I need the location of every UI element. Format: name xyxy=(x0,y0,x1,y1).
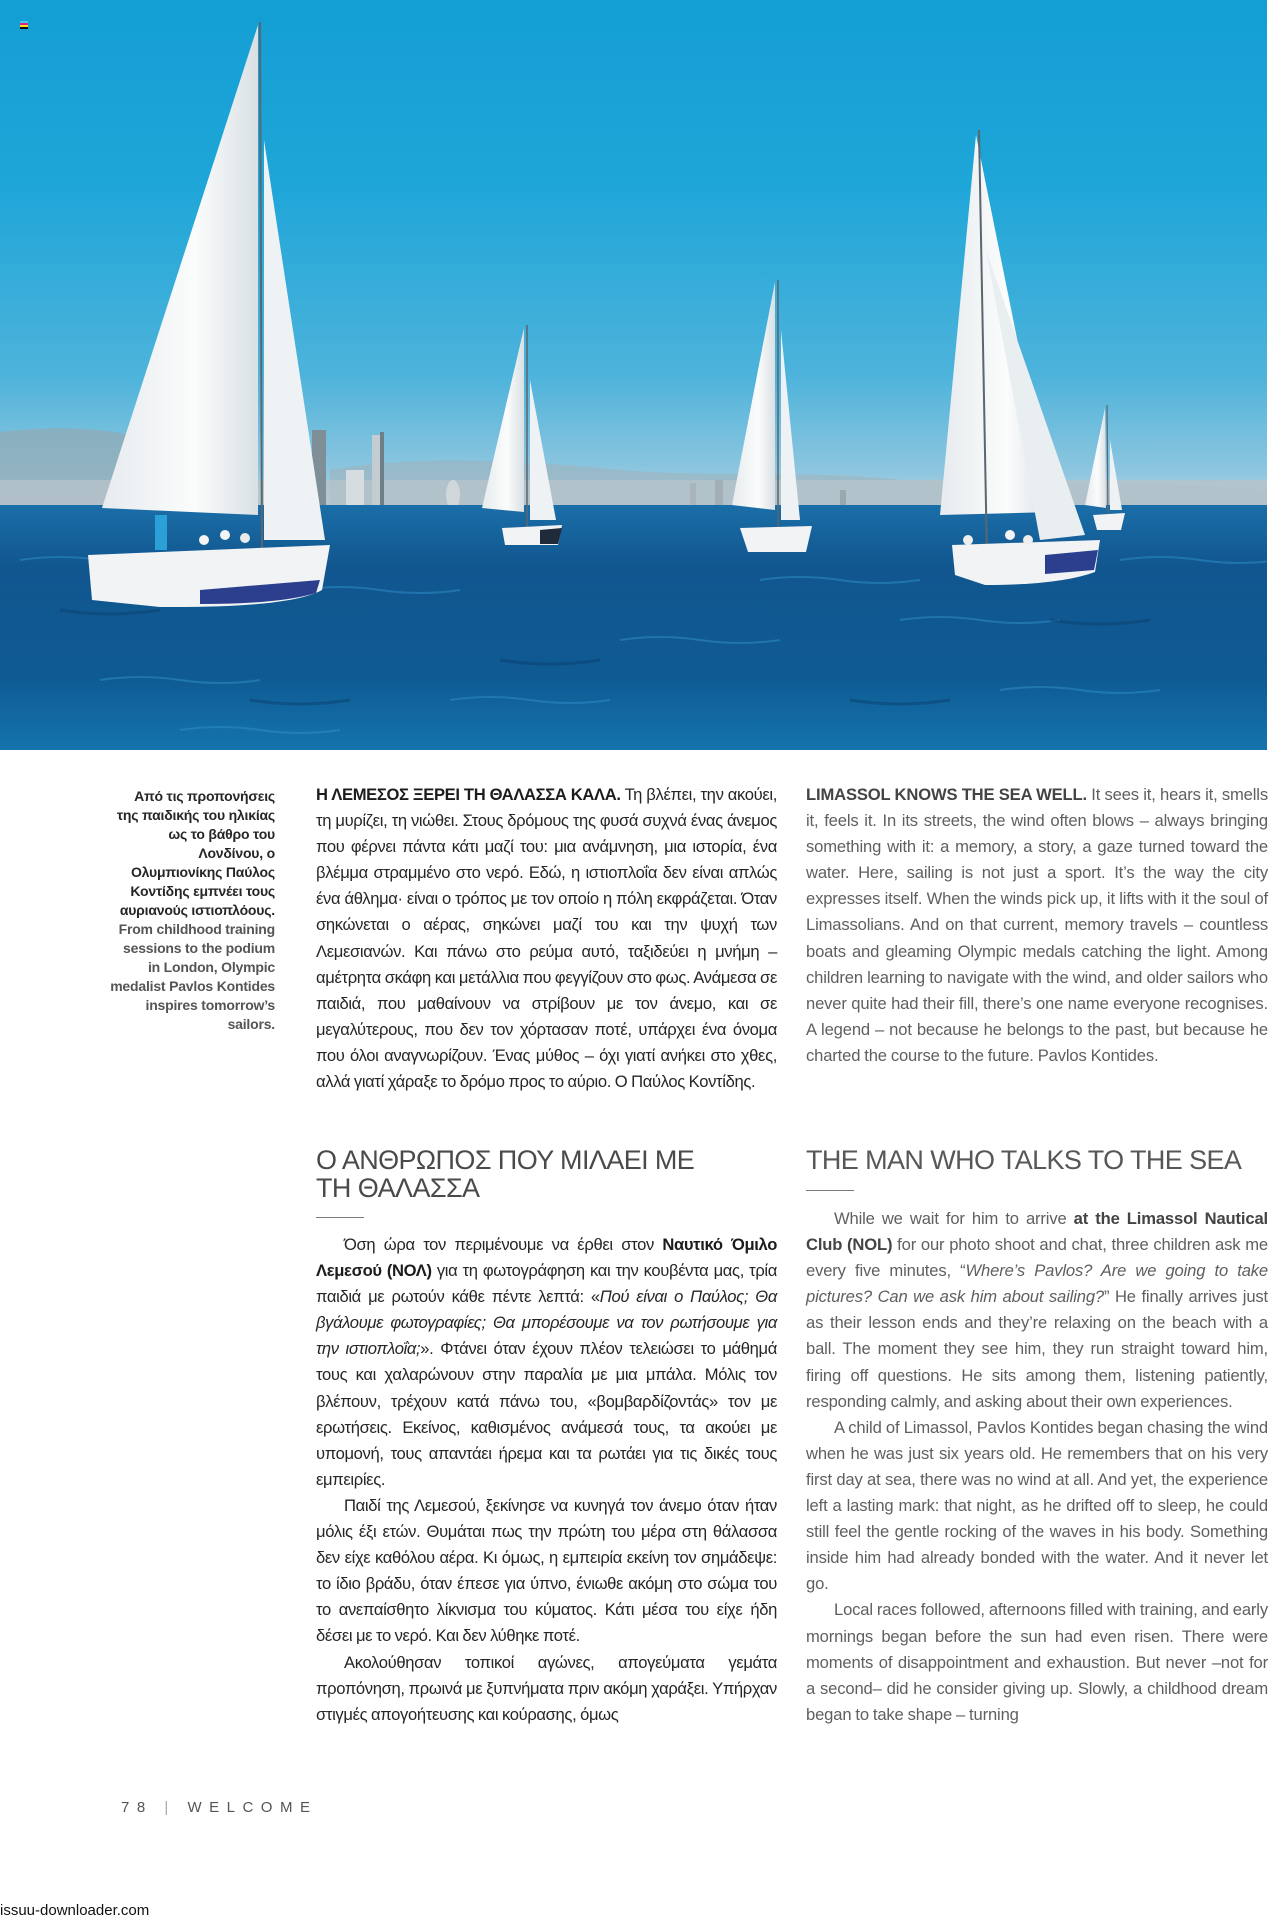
greek-heading-rule xyxy=(316,1217,364,1218)
hero-photo xyxy=(0,0,1267,750)
greek-paragraph-1 xyxy=(316,1232,777,1493)
greek-intro-paragraph xyxy=(316,782,777,1095)
english-paragraph-1 xyxy=(806,1206,1268,1415)
greek-paragraph-3: Ακολούθησαν τοπικοί αγώνες, απογεύματα γεμάτα προπόνηση, πρωινά με ξυπνήματα πριν ακόμη χαράξει. Υπήρχαν στιγμές απογοήτευσης και κούρασης, όμως xyxy=(316,1652,777,1724)
english-heading-rule xyxy=(806,1190,854,1191)
english-lead-in: LIMASSOL KNOWS THE SEA WELL. xyxy=(806,785,1087,804)
caption-english: From childhood training sessions to the podium in London, Olympic medalist Pavlos Kontides inspires tomorrow’s sailors. xyxy=(110,921,275,1032)
english-paragraph-3: Local races followed, afternoons filled with training, and early mornings began before the sun had even risen. There were moments of disappointment and exhaustion. But never –not for a second– did he consider giving up. Slowly, a childhood dream began to take shape – turning xyxy=(806,1600,1268,1724)
greek-children-quote: Πού είναι ο Παύλος; Θα βγάλουμε φωτογραφίες; Θα μπορέσουμε να τον ρωτήσουμε για την ιστιοπλοΐα; xyxy=(316,1287,777,1359)
text-run: για τη φωτογράφηση και την κουβέντα μας, τρία παιδιά με ρωτούν κάθε πέντε λεπτά: « xyxy=(316,1261,778,1307)
print-color-mark xyxy=(20,21,28,29)
page-number: 78 xyxy=(121,1799,153,1816)
text-run: Όση ώρα τον περιμένουμε να έρθει στον xyxy=(344,1235,663,1254)
greek-lead-in: Η ΛΕΜΕΣΟΣ ΞΕΡΕΙ ΤΗ ΘΑΛΑΣΣΑ ΚΑΛΑ. xyxy=(316,785,621,804)
text-run: ». Φτάνει όταν έχουν πλέον τελειώσει το μάθημά τους και χαλαρώνουν στην παραλία με μια μπάλα. Μόλις τον βλέπουν, τρέχουν κατά πάνω του, «βομβαρδίζοντάς» τον με ερωτήσεις. Εκείνος, καθισμένος ανάμεσά τους, τα ακούει με υπομονή, τους απαντάει ήρεμα και τα ρωτάει για τις δικές τους εμπειρίες. xyxy=(316,1339,777,1489)
section-label: WELCOME xyxy=(187,1799,318,1816)
greek-body xyxy=(316,1232,777,1728)
text-run: for our photo shoot and chat, three children ask me every five minutes, “ xyxy=(806,1235,1268,1281)
sailing-scene-illustration xyxy=(0,0,1267,750)
watermark-text: issuu-downloader.com xyxy=(0,1902,150,1919)
caption-greek: Από τις προπονήσεις της παιδικής του ηλικίας ως το βάθρο του Λονδίνου, ο Ολυμπιονίκης Παύλος Κοντίδης εμπνέει τους αυριανούς ιστιοπλόους. xyxy=(116,788,275,918)
english-body xyxy=(806,1206,1268,1728)
photo-caption xyxy=(110,787,275,1034)
english-intro-paragraph xyxy=(806,782,1268,1069)
greek-intro-text: Τη βλέπει, την ακούει, τη μυρίζει, τη νιώθει. Στους δρόμους της φυσά συχνά ένας άνεμος που φέρνει πάντα κάτι μαζί του: μια ανάμνηση, μια ιστορία, ένα βλέμμα στραμμένο στο νερό. Εδώ, η ιστιοπλοΐα δεν είναι απλώς ένα άθλημα· είναι ο τρόπος με τον οποίο η πόλη εκφράζεται. Όταν σηκώνεται ο αέρας, σηκώνει μαζί του και την ψυχή των Λεμεσιανών. Και πάνω στο ρεύμα αυτό, ταξιδεύει η μνήμη – αμέτρητα σκάφη και μετάλλια που φεγγίζουν στο φως. Ανάμεσα σε παιδιά, που μαθαίνουν να στρίβουν με τον άνεμο, και σε μεγαλύτερους, που δεν τον χόρτασαν ποτέ, υπάρχει ένα όνομα που όλοι αναγνωρίζουν. Ένας μύθος – όχι γιατί ανήκει στο χθες, αλλά γιατί χάραξε το δρόμο προς το αύριο. Ο Παύλος Κοντίδης. xyxy=(316,785,777,1092)
text-run: While we wait for him to arrive xyxy=(834,1209,1074,1228)
page-footer xyxy=(121,1799,317,1816)
english-club-name: at the Limassol Nautical Club (NOL) xyxy=(806,1209,1268,1255)
greek-club-name: Ναυτικό Όμιλο Λεμεσού (ΝΟΛ) xyxy=(316,1235,777,1281)
greek-section-heading: Ο ΑΝΘΡΩΠΟΣ ΠΟΥ ΜΙΛΑΕΙ ΜΕ ΤΗ ΘΑΛΑΣΣΑ xyxy=(316,1145,695,1203)
english-intro-text: It sees it, hears it, smells it, feels it. In its streets, the wind often blows – always bringing something with it: a memory, a story, a gaze turned toward the water. Here, sailing is not just a sport. It’s the way the city expresses itself. When the winds pick up, it lifts with it the soul of Limassolians. And on that current, memory travels – countless boats and gleaming Olympic medals catching the light. Among children learning to navigate with the wind, and older sailors who never quite had their fill, there’s one name everyone recognises. A legend – not because he belongs to the past, but because he charted the course to the future. Pavlos Kontides. xyxy=(806,785,1268,1065)
text-run: ” He finally arrives just as their lesson ends and they’re relaxing on the beach with a ball. The moment they see him, they run straight toward him, firing off questions. He sits among them, listening patiently, responding calmly, and asking about their own experiences. xyxy=(806,1287,1268,1411)
footer-separator: | xyxy=(164,1799,176,1816)
english-paragraph-2: A child of Limassol, Pavlos Kontides began chasing the wind when he was just six years old. He remembers that on his very first day at sea, there was no wind at all. And yet, the experience left a lasting mark: that night, as he drifted off to sleep, he could still feel the gentle rocking of the waves in his body. Something inside him had already bonded with the water. And it never let go. xyxy=(806,1417,1268,1594)
greek-paragraph-2: Παιδί της Λεμεσού, ξεκίνησε να κυνηγά τον άνεμο όταν ήταν μόλις έξι ετών. Θυμάται πως την πρώτη του μέρα στη θάλασσα δεν είχε καθόλου αέρα. Κι όμως, η εμπειρία εκείνη τον σημάδεψε: το ίδιο βράδυ, όταν έπεσε για ύπνο, ένιωθε ακόμη στο σώμα του το ανεπαίσθητο λίκνισμα του κύματος. Κάτι μέσα του είχε ήδη δέσει με το νερό. Και δεν λύθηκε ποτέ. xyxy=(316,1495,777,1646)
english-children-quote: Where’s Pavlos? Are we going to take pictures? Can we ask him about sailing? xyxy=(806,1261,1269,1307)
english-section-heading: THE MAN WHO TALKS TO THE SEA xyxy=(806,1145,1242,1175)
